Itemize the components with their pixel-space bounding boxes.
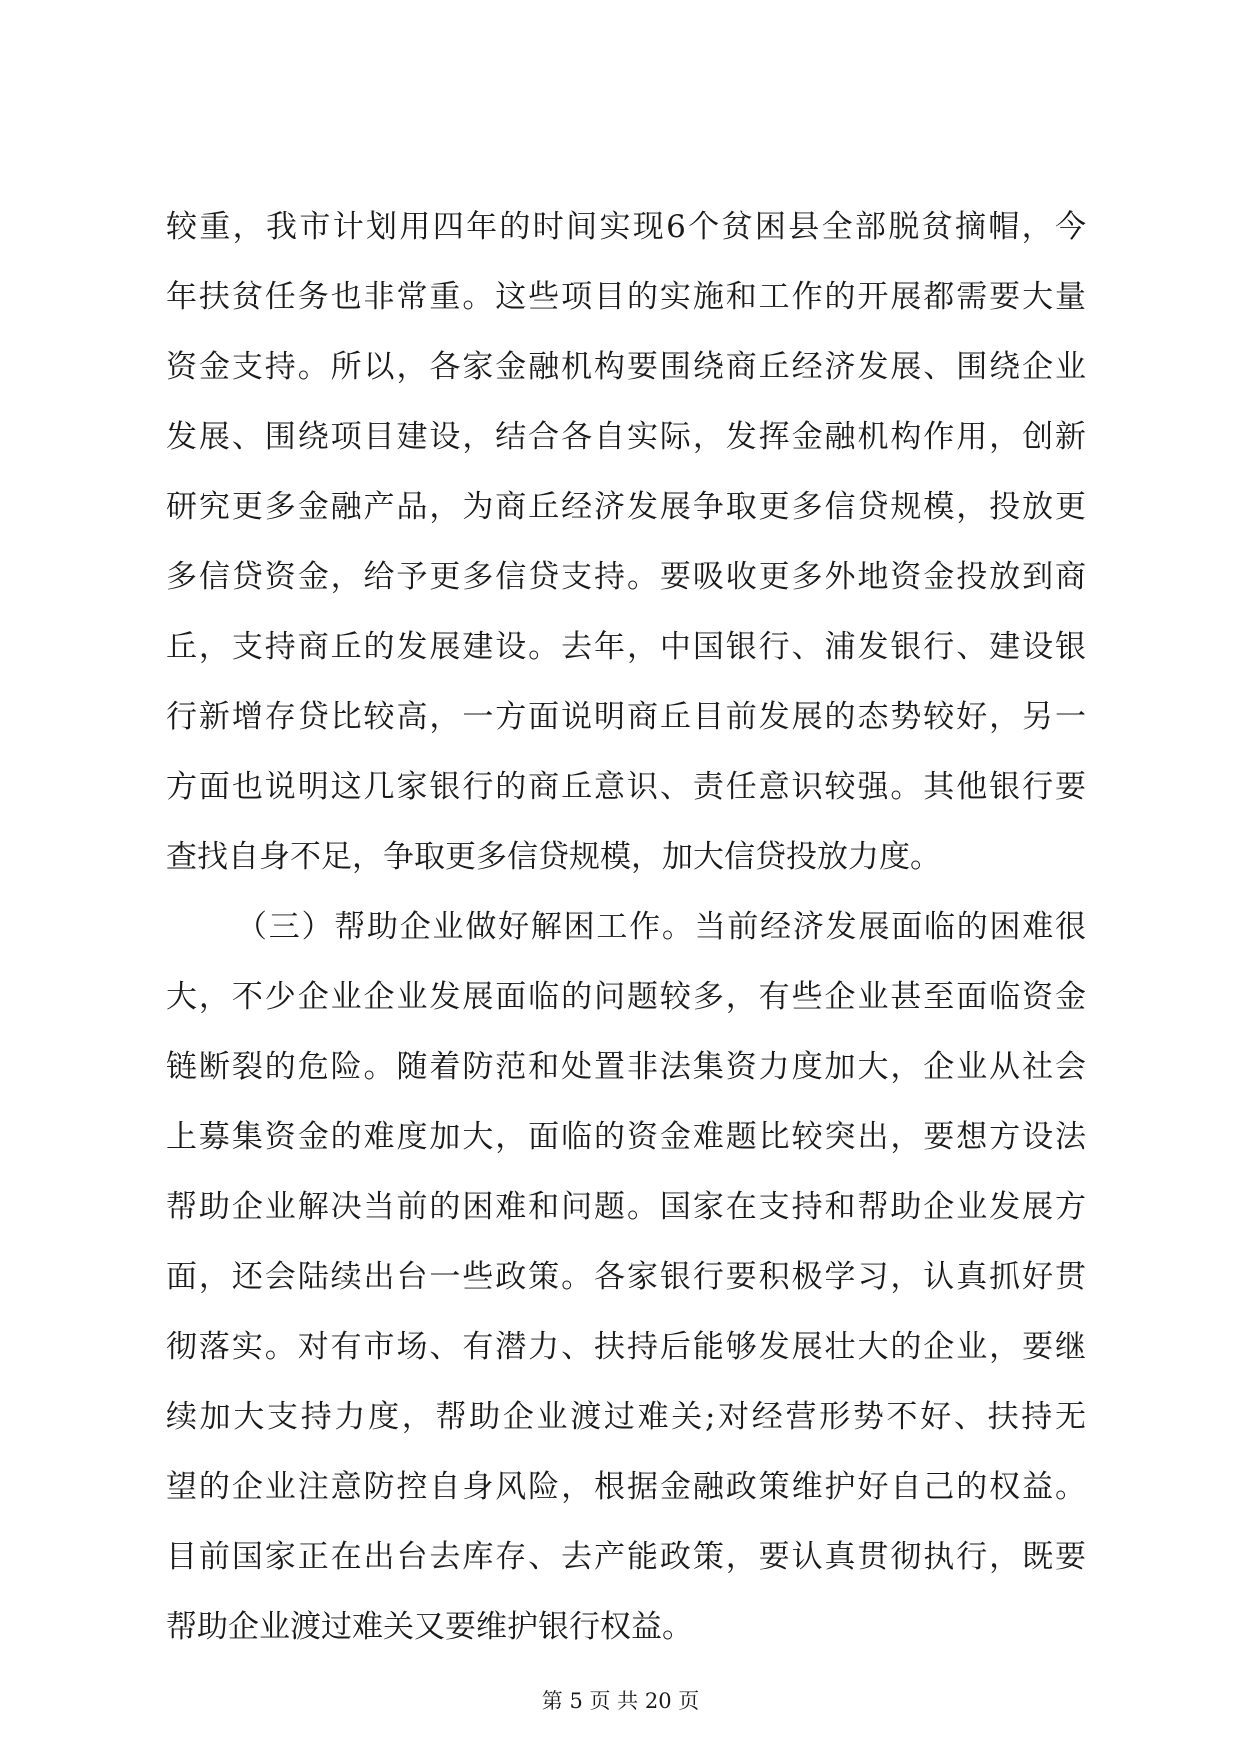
text-line: 发展、围绕项目建设，结合各自实际，发挥金融机构作用，创新 xyxy=(166,419,1086,455)
text-line: 行新增存贷比较高，一方面说明商丘目前发展的态势较好，另一 xyxy=(166,699,1086,735)
text-line: 彻落实。对有市场、有潜力、扶持后能够发展壮大的企业，要继 xyxy=(166,1329,1086,1365)
text-line: 望的企业注意防控自身风险，根据金融政策维护好自己的权益。 xyxy=(166,1469,1086,1505)
text-line: 大，不少企业企业发展面临的问题较多，有些企业甚至面临资金 xyxy=(166,979,1086,1015)
text-line: 面，还会陆续出台一些政策。各家银行要积极学习，认真抓好贯 xyxy=(166,1259,1086,1295)
text-line: 目前国家正在出台去库存、去产能政策，要认真贯彻执行，既要 xyxy=(166,1539,1086,1575)
page-number-footer: 第 5 页 共 20 页 xyxy=(541,1689,700,1713)
text-line: 上募集资金的难度加大，面临的资金难题比较突出，要想方设法 xyxy=(166,1119,1086,1155)
text-line: 方面也说明这几家银行的商丘意识、责任意识较强。其他银行要 xyxy=(166,769,1086,805)
text-line: 研究更多金融产品，为商丘经济发展争取更多信贷规模，投放更 xyxy=(166,489,1086,525)
text-line: 丘，支持商丘的发展建设。去年，中国银行、浦发银行、建设银 xyxy=(166,629,1086,665)
text-line: 帮助企业渡过难关又要维护银行权益。 xyxy=(166,1609,693,1645)
text-line: 多信贷资金，给予更多信贷支持。要吸收更多外地资金投放到商 xyxy=(166,559,1086,595)
text-line: 链断裂的危险。随着防范和处置非法集资力度加大，企业从社会 xyxy=(166,1049,1086,1085)
text-line: 较重，我市计划用四年的时间实现6个贫困县全部脱贫摘帽，今 xyxy=(166,209,1086,245)
section-heading-line: （三）帮助企业做好解困工作。当前经济发展面临的困难很 xyxy=(236,909,1086,945)
text-line: 年扶贫任务也非常重。这些项目的实施和工作的开展都需要大量 xyxy=(166,279,1086,315)
text-line: 帮助企业解决当前的困难和问题。国家在支持和帮助企业发展方 xyxy=(166,1189,1086,1225)
text-line: 查找自身不足，争取更多信贷规模，加大信贷投放力度。 xyxy=(166,839,941,875)
text-line: 资金支持。所以，各家金融机构要围绕商丘经济发展、围绕企业 xyxy=(166,349,1086,385)
text-line: 续加大支持力度，帮助企业渡过难关;对经营形势不好、扶持无 xyxy=(166,1399,1086,1435)
